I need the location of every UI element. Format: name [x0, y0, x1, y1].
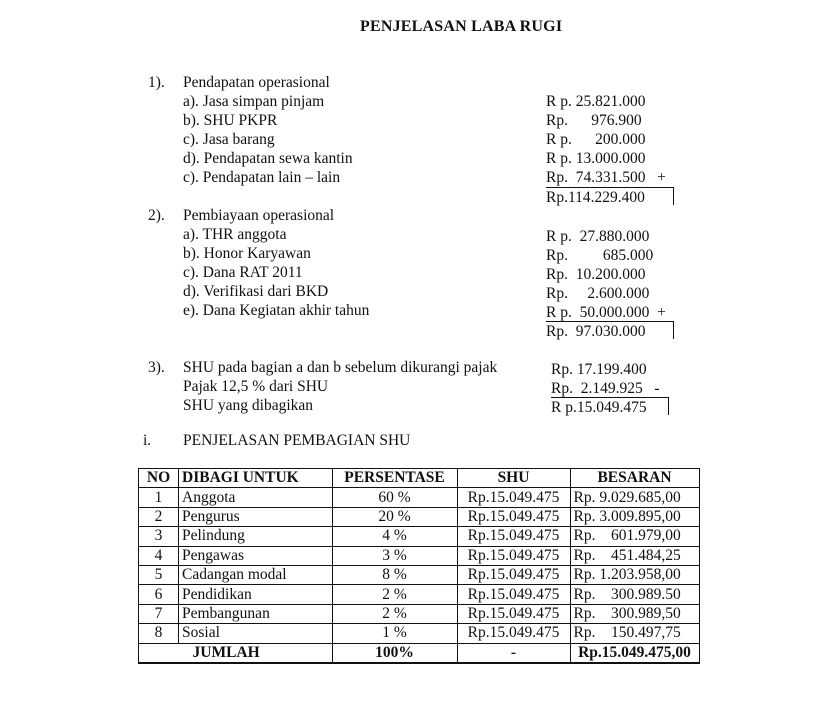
cell-persentase: 1 % [332, 624, 457, 643]
cell-dibagi-untuk: Pembangunan [179, 604, 333, 623]
section-1-number: 1). [148, 74, 165, 91]
income-item-label: c). Jasa barang [183, 131, 275, 148]
income-item-label: c). Pendapatan lain – lain [183, 169, 341, 186]
cell-besaran: Rp. 601.979,00 [570, 527, 699, 546]
section-i-heading: PENJELASAN PEMBAGIAN SHU [183, 432, 411, 449]
table-row [139, 624, 700, 643]
income-item-amount: R p. 25.821.000 [546, 93, 646, 110]
cell-shu: Rp.15.049.475 [457, 546, 570, 565]
cell-no: 4 [139, 546, 179, 565]
cell-no: 1 [139, 488, 179, 507]
expense-item-amount: R p. 50.000.000 + [546, 304, 666, 321]
shu-distribution-table [138, 468, 700, 664]
cell-shu: Rp.15.049.475 [457, 585, 570, 604]
expense-item-label: d). Verifikasi dari BKD [183, 283, 329, 300]
cell-shu: Rp.15.049.475 [457, 507, 570, 526]
cell-no: 3 [139, 527, 179, 546]
expense-total: Rp. 97.030.000 [546, 323, 646, 340]
income-item-label: d). Pendapatan sewa kantin [183, 150, 353, 167]
column-header-shu: SHU [457, 469, 570, 488]
cell-dibagi-untuk: Pelindung [179, 527, 333, 546]
cell-dibagi-untuk: Sosial [179, 624, 333, 643]
table-row [139, 585, 700, 604]
shu-sum-bracket [668, 397, 669, 415]
cell-total-spacer [139, 643, 179, 663]
cell-besaran: Rp. 9.029.685,00 [570, 488, 699, 507]
cell-persentase: 60 % [332, 488, 457, 507]
cell-no: 5 [139, 565, 179, 584]
column-header-dibagi-untuk: DIBAGI UNTUK [179, 469, 333, 488]
cell-total-besaran: Rp.15.049.475,00 [570, 643, 699, 663]
shu-item-label: SHU pada bagian a dan b sebelum dikurangi pajak [183, 359, 498, 376]
expense-item-label: c). Dana RAT 2011 [183, 264, 303, 281]
shu-item-amount: Rp. 17.199.400 [551, 361, 647, 378]
table-header-row [139, 469, 700, 488]
expense-sum-line [546, 321, 674, 322]
table-row [139, 507, 700, 526]
cell-besaran: Rp. 300.989,50 [570, 604, 699, 623]
expense-item-amount: Rp. 2.600.000 [546, 285, 650, 302]
cell-total-label: JUMLAH [179, 643, 333, 663]
expense-item-amount: R p. 27.880.000 [546, 228, 650, 245]
table-row [139, 488, 700, 507]
cell-shu: Rp.15.049.475 [457, 604, 570, 623]
cell-dibagi-untuk: Cadangan modal [179, 565, 333, 584]
cell-no: 8 [139, 624, 179, 643]
cell-no: 7 [139, 604, 179, 623]
shu-item-label: Pajak 12,5 % dari SHU [183, 378, 329, 395]
cell-besaran: Rp. 300.989.50 [570, 585, 699, 604]
income-sum-bracket [673, 187, 674, 205]
section-3-number: 3). [148, 359, 165, 376]
cell-dibagi-untuk: Anggota [179, 488, 333, 507]
cell-dibagi-untuk: Pengurus [179, 507, 333, 526]
cell-persentase: 8 % [332, 565, 457, 584]
income-item-amount: R p. 13.000.000 [546, 150, 646, 167]
expense-item-label: a). THR anggota [183, 226, 287, 243]
expense-item-amount: Rp. 685.000 [546, 247, 654, 264]
cell-persentase: 2 % [332, 585, 457, 604]
table-row [139, 604, 700, 623]
income-item-amount: Rp. 976.900 [546, 112, 642, 129]
cell-dibagi-untuk: Pendidikan [179, 585, 333, 604]
cell-dibagi-untuk: Pengawas [179, 546, 333, 565]
cell-persentase: 4 % [332, 527, 457, 546]
expense-item-label: e). Dana Kegiatan akhir tahun [183, 302, 370, 319]
shu-item-amount: R p.15.049.475 [551, 399, 647, 416]
shu-item-amount: Rp. 2.149.925 - [551, 380, 660, 397]
document-title: PENJELASAN LABA RUGI [360, 18, 563, 35]
income-item-label: a). Jasa simpan pinjam [183, 93, 325, 110]
cell-besaran: Rp. 1.203.958,00 [570, 565, 699, 584]
column-header-besaran: BESARAN [570, 469, 699, 488]
cell-shu: Rp.15.049.475 [457, 624, 570, 643]
cell-no: 6 [139, 585, 179, 604]
income-item-amount: R p. 200.000 [546, 131, 646, 148]
section-2-heading: Pembiayaan operasional [183, 207, 335, 224]
table-row [139, 565, 700, 584]
column-header-no: NO [139, 469, 179, 488]
expense-item-label: b). Honor Karyawan [183, 245, 311, 262]
cell-besaran: Rp. 3.009.895,00 [570, 507, 699, 526]
table-row [139, 546, 700, 565]
cell-persentase: 2 % [332, 604, 457, 623]
table-total-row [139, 643, 700, 663]
shu-sum-line [551, 397, 669, 398]
income-item-label: b). SHU PKPR [183, 112, 278, 129]
cell-besaran: Rp. 451.484,25 [570, 546, 699, 565]
income-total: Rp.114.229.400 [546, 189, 645, 206]
cell-no: 2 [139, 507, 179, 526]
expense-item-amount: Rp. 10.200.000 [546, 266, 646, 283]
cell-shu: Rp.15.049.475 [457, 488, 570, 507]
column-header-persentase: PERSENTASE [332, 469, 457, 488]
shu-item-label: SHU yang dibagikan [183, 397, 314, 414]
expense-sum-bracket [673, 321, 674, 339]
section-1-heading: Pendapatan operasional [183, 74, 330, 91]
cell-persentase: 20 % [332, 507, 457, 526]
section-i-number: i. [143, 432, 152, 449]
section-2-number: 2). [148, 207, 165, 224]
income-sum-line [546, 187, 674, 188]
income-item-amount: Rp. 74.331.500 + [546, 169, 666, 186]
table-row [139, 527, 700, 546]
cell-shu: Rp.15.049.475 [457, 527, 570, 546]
cell-besaran: Rp. 150.497,75 [570, 624, 699, 643]
cell-total-persentase: 100% [332, 643, 457, 663]
cell-persentase: 3 % [332, 546, 457, 565]
cell-shu: Rp.15.049.475 [457, 565, 570, 584]
cell-total-shu: - [457, 643, 570, 663]
